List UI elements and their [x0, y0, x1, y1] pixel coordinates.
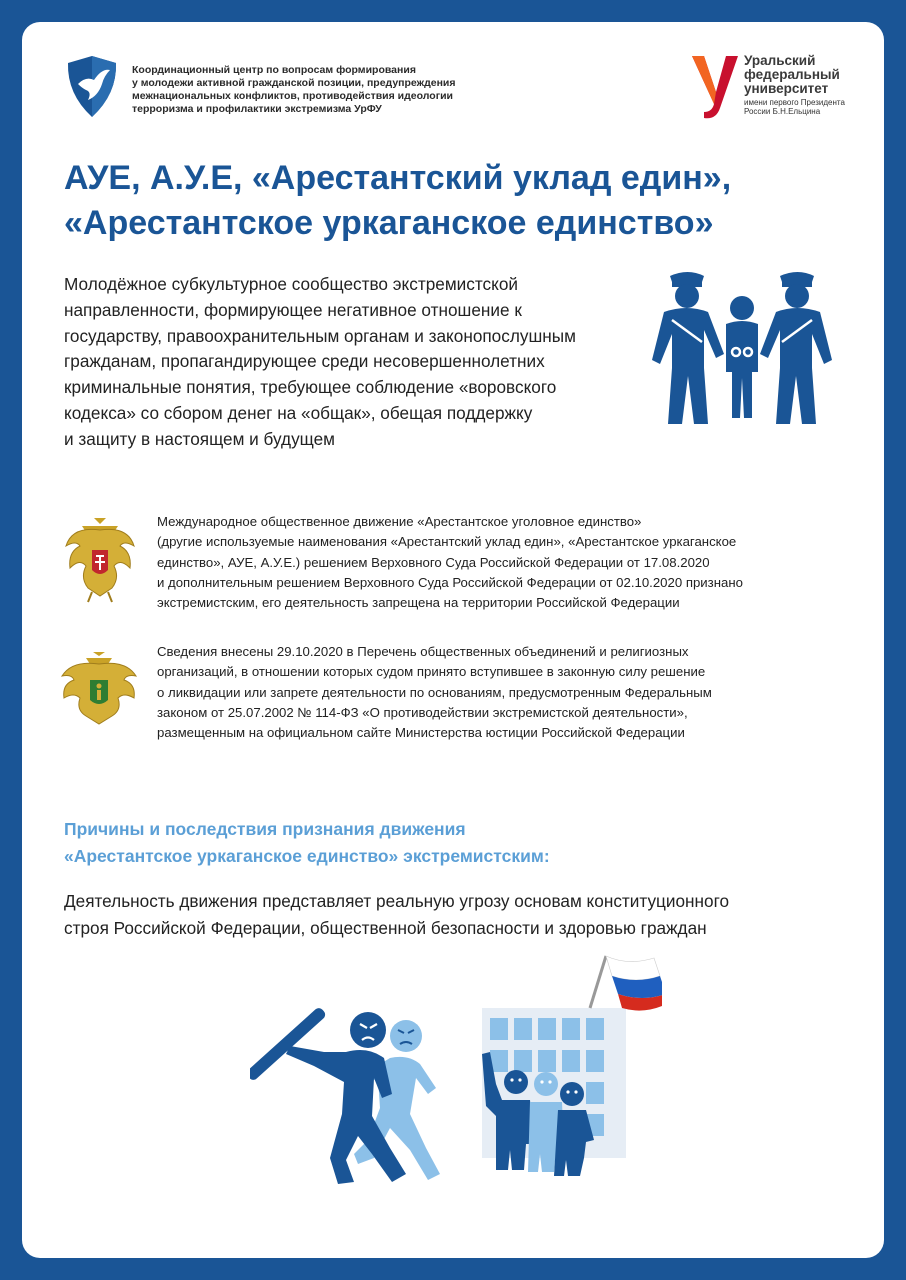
university-line: федеральный — [744, 67, 840, 82]
court-decision-note — [157, 512, 857, 613]
violence-illustration-icon — [250, 988, 452, 1184]
court-note-line: Международное общественное движение «Арестантское уголовное единство» — [157, 514, 642, 529]
court-note-line: и дополнительным решением Верховного Суда Российской Федерации от 02.10.2020 признано — [157, 574, 743, 590]
intro-paragraph — [64, 272, 644, 453]
university-sub-line: России Б.Н.Ельцина — [744, 107, 821, 116]
justice-note-line: размещенным на официальном сайте Министерства юстиции Российской Федерации — [157, 725, 685, 741]
university-line: Уральский — [744, 53, 816, 68]
paragraph-line: Деятельность движения представляет реальную угрозу основам конституционного — [64, 891, 730, 911]
intro-line: Молодёжное субкультурное сообщество экстремистской — [64, 274, 518, 294]
threat-paragraph — [64, 888, 844, 941]
header-line: у молодежи активной гражданской позиции, предупреждения — [132, 77, 456, 89]
court-note-line: единство», АУЕ, А.У.Е.) решением Верховного Суда Российской Федерации от 17.08.2020 — [157, 554, 710, 570]
university-name — [744, 54, 874, 116]
shield-dove-logo-icon — [64, 54, 120, 120]
university-line: университет — [744, 81, 829, 96]
page-title — [64, 156, 854, 246]
intro-line: криминальные понятия, требующее соблюдение «воровского — [64, 377, 557, 398]
intro-line: гражданам, пропагандирующее среди несовершеннолетних — [64, 351, 545, 372]
court-note-line: экстремистским, его деятельность запрещена на территории Российской Федерации — [157, 595, 680, 611]
title-line: АУЕ, А.У.Е, «Арестантский уклад един», — [64, 159, 732, 197]
justice-ministry-note — [157, 642, 857, 743]
police-arrest-illustration-icon — [642, 268, 842, 426]
supreme-court-emblem-icon — [62, 516, 138, 604]
intro-line: государству, правоохранительным органам и законопослушным — [64, 325, 576, 346]
subheading-line: Причины и последствия признания движения — [64, 819, 466, 839]
poster-card — [22, 22, 884, 1258]
intro-line: кодекса» со сбором денег на «общак», обещая поддержку — [64, 402, 533, 423]
justice-note-line: организаций, в отношении которых судом принято вступившее в законную силу решение — [157, 664, 706, 680]
intro-line: и защиту в настоящем и будущем — [64, 428, 335, 449]
header-line: Координационный центр по вопросам формирования — [132, 64, 416, 76]
coordination-center-name — [132, 64, 532, 116]
court-note-line: (другие используемые наименования «Арестантский уклад един», «Арестантское уркаганское — [157, 534, 737, 550]
header-line: терроризма и профилактики экстремизма УрФУ — [132, 103, 382, 115]
title-line: «Арестантское уркаганское единство» — [64, 204, 714, 242]
paragraph-line: строя Российской Федерации, общественной безопасности и здоровью граждан — [64, 917, 707, 938]
ministry-justice-emblem-icon — [60, 652, 138, 726]
urfu-logo-icon — [690, 54, 740, 122]
citizens-state-illustration-icon — [456, 954, 662, 1180]
reasons-subheading — [64, 816, 764, 870]
justice-note-line: о ликвидации или запрете деятельности по основаниям, предусмотренным Федеральным — [157, 684, 712, 700]
justice-note-line: Сведения внесены 29.10.2020 в Перечень общественных объединений и религиозных — [157, 644, 689, 659]
russian-flag-icon — [606, 956, 662, 1011]
university-sub-line: имени первого Президента — [744, 98, 845, 107]
header-line: межнациональных конфликтов, противодействия идеологии — [132, 90, 454, 102]
justice-note-line: законом от 25.07.2002 № 114-ФЗ «О противодействии экстремистской деятельности», — [157, 704, 688, 720]
subheading-line: «Арестантское уркаганское единство» экстремистским: — [64, 846, 550, 866]
intro-line: направленности, формирующее негативное отношение к — [64, 299, 522, 320]
